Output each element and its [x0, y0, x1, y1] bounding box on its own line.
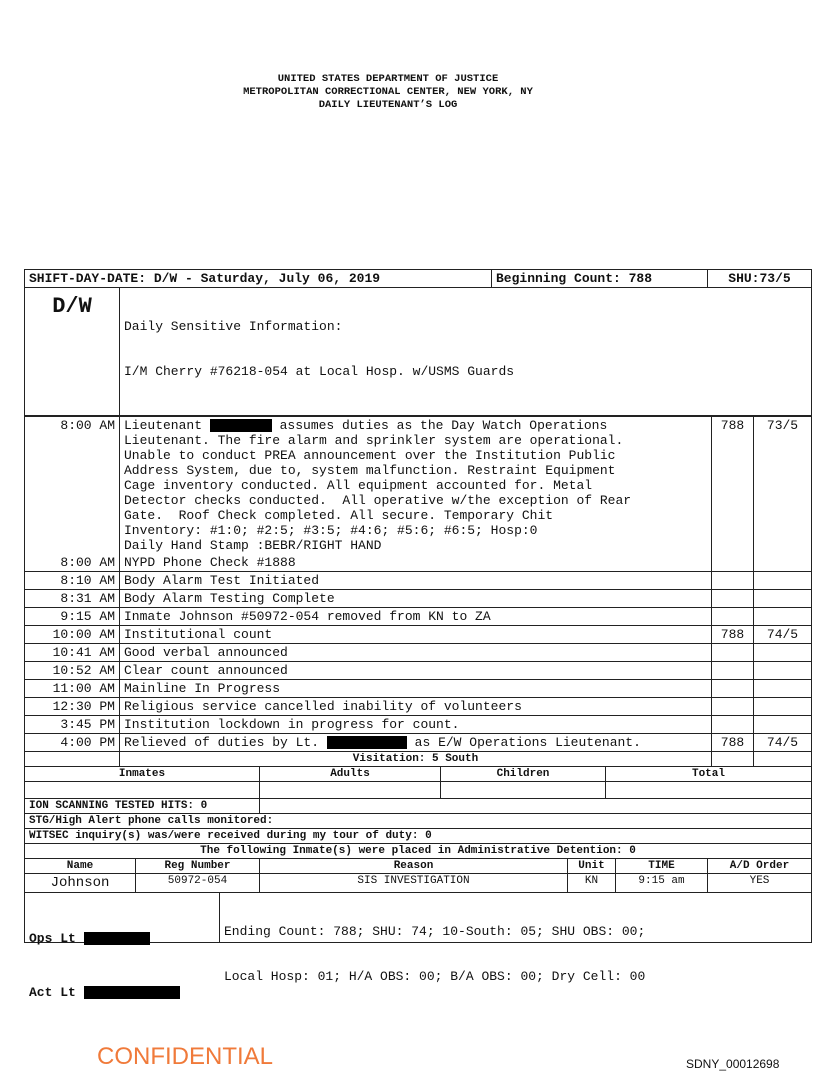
- visitation-shu-spacer: [753, 752, 811, 766]
- redaction-box: [210, 419, 272, 432]
- redaction-box: [84, 932, 150, 945]
- entry-time: 10:41 AM: [52, 645, 115, 660]
- stg-calls: STG/High Alert phone calls monitored:: [29, 815, 274, 827]
- entry-time: 8:00 AM: [60, 555, 115, 570]
- log-entry: [25, 679, 811, 697]
- redaction-box: [84, 986, 180, 999]
- confidential-stamp: CONFIDENTIAL: [97, 1043, 274, 1070]
- visitation-values: [25, 781, 811, 798]
- facility-name: METROPOLITAN CORRECTIONAL CENTER, NEW YORK, NY: [243, 86, 533, 98]
- entry-shu: 74/5: [753, 626, 811, 643]
- log-entry: [25, 589, 811, 607]
- entry-count: [711, 698, 753, 715]
- beginning-count: Beginning Count: 788: [491, 270, 707, 287]
- document-header: [0, 73, 776, 112]
- entry-count: [711, 590, 753, 607]
- det-col-time: TIME: [615, 859, 707, 873]
- vis-children-value: [440, 782, 605, 798]
- entry-text: [119, 734, 711, 751]
- entry-time: 12:30 PM: [52, 699, 115, 714]
- det-order: YES: [707, 874, 811, 892]
- entry-count: [711, 662, 753, 679]
- witsec-inquiry: WITSEC inquiry(s) was/were received during my tour of duty: 0: [29, 830, 432, 842]
- entry-text: Institution lockdown in progress for count.: [119, 716, 711, 733]
- sensitive-row: [25, 287, 811, 415]
- entry-count: [711, 680, 753, 697]
- entry-count: [711, 572, 753, 589]
- det-col-reason: Reason: [259, 859, 567, 873]
- sensitive-detail: I/M Cherry #76218-054 at Local Hosp. w/USMS Guards: [124, 364, 515, 379]
- entry-time: 4:00 PM: [60, 735, 115, 750]
- entry-time: 8:10 AM: [60, 573, 115, 588]
- entry-text: Body Alarm Testing Complete: [119, 590, 711, 607]
- bates-number: SDNY_00012698: [686, 1057, 780, 1071]
- entry-count: [711, 644, 753, 661]
- vis-col-children: Children: [440, 767, 605, 781]
- vis-total-value: [605, 782, 811, 798]
- vis-col-inmates: Inmates: [118, 768, 166, 780]
- entry-time: 8:31 AM: [60, 591, 115, 606]
- entry-time: 10:52 AM: [52, 663, 115, 678]
- entry-count: 788: [711, 734, 753, 751]
- entry-count: 788: [711, 417, 753, 554]
- log-entry: [25, 697, 811, 715]
- entry-text: NYPD Phone Check #1888: [119, 554, 711, 571]
- watch-label: D/W: [52, 294, 92, 319]
- sensitive-info: [119, 288, 811, 415]
- det-col-unit: Unit: [567, 859, 615, 873]
- entry-count: [711, 716, 753, 733]
- entry-text: Institutional count: [119, 626, 711, 643]
- entry-text: Good verbal announced: [119, 644, 711, 661]
- redaction-box: [327, 736, 407, 749]
- witsec-row: [25, 828, 811, 843]
- ion-spacer: [259, 799, 811, 813]
- ending-summary: [219, 893, 811, 984]
- log-entry: [25, 715, 811, 733]
- entry-text: Mainline In Progress: [119, 680, 711, 697]
- detention-title-row: [25, 843, 811, 858]
- visitation-count-spacer: [711, 752, 753, 766]
- entry-text-pre: Relieved of duties by Lt.: [124, 735, 320, 750]
- footer-row: [25, 892, 811, 1000]
- ion-row: [25, 798, 811, 813]
- det-reason: SIS INVESTIGATION: [259, 874, 567, 892]
- det-name: Johnson: [50, 875, 110, 891]
- log-title: DAILY LIEUTENANT’S LOG: [318, 99, 458, 111]
- entry-time: 9:15 AM: [60, 609, 115, 624]
- entry-shu: [753, 698, 811, 715]
- daily-log-table: [24, 269, 812, 1000]
- log-entry: [25, 625, 811, 643]
- entry-text: Inmate Johnson #50972-054 removed from KN to ZA: [119, 608, 711, 625]
- agency-name: UNITED STATES DEPARTMENT OF JUSTICE: [277, 73, 499, 85]
- log-entry: [25, 415, 811, 554]
- entry-shu: [753, 590, 811, 607]
- stg-row: [25, 813, 811, 828]
- entry-text-post: as E/W Operations Lieutenant.: [406, 735, 641, 750]
- det-reg: 50972-054: [135, 874, 259, 892]
- act-lt-label: Act Lt: [29, 985, 76, 1000]
- entry-count: 788: [711, 626, 753, 643]
- ion-scanning: ION SCANNING TESTED HITS: 0: [29, 800, 208, 812]
- ops-lt-label: Ops Lt: [29, 931, 76, 946]
- entry-shu: [753, 608, 811, 625]
- vis-adults-value: [259, 782, 440, 798]
- entry-shu: 73/5: [753, 417, 811, 554]
- entry-shu: [753, 644, 811, 661]
- entry-time: 10:00 AM: [52, 627, 115, 642]
- shift-day-date: SHIFT-DAY-DATE: D/W - Saturday, July 06, 2019: [29, 271, 381, 286]
- detention-header: [25, 858, 811, 873]
- detention-data-row: [25, 873, 811, 892]
- shu-count: SHU:73/5: [707, 270, 811, 287]
- log-entry: [25, 554, 811, 571]
- entry-time: 3:45 PM: [60, 717, 115, 732]
- lieutenant-signatures: [25, 893, 219, 1000]
- vis-col-adults: Adults: [259, 767, 440, 781]
- visitation-header: [25, 766, 811, 781]
- visitation-title: Visitation: 5 South: [119, 752, 711, 766]
- entry-shu: [753, 554, 811, 571]
- log-entry: [25, 661, 811, 679]
- entry-text-pre: Lieutenant: [124, 418, 203, 433]
- det-col-name: Name: [66, 860, 94, 872]
- entry-text: [119, 417, 711, 554]
- entry-shu: [753, 716, 811, 733]
- det-col-order: A/D Order: [707, 859, 811, 873]
- log-entry: [25, 607, 811, 625]
- log-entry: [25, 643, 811, 661]
- entry-count: [711, 554, 753, 571]
- entry-count: [711, 608, 753, 625]
- sensitive-heading: Daily Sensitive Information:: [124, 319, 343, 334]
- visitation-row: [25, 751, 811, 766]
- entry-shu: [753, 662, 811, 679]
- vis-col-total: Total: [605, 767, 811, 781]
- det-col-reg: Reg Number: [135, 859, 259, 873]
- entry-text: Body Alarm Test Initiated: [119, 572, 711, 589]
- log-entry: [25, 733, 811, 751]
- entry-text: Religious service cancelled inability of volunteers: [119, 698, 711, 715]
- entry-text-post: assumes duties as the Day Watch Operations: [271, 418, 608, 433]
- log-entry: [25, 571, 811, 589]
- det-time: 9:15 am: [615, 874, 707, 892]
- entry-shu: 74/5: [753, 734, 811, 751]
- ending-line-1: Ending Count: 788; SHU: 74; 10-South: 05; SHU OBS: 00;: [224, 924, 646, 939]
- visitation-spacer: [25, 752, 119, 766]
- entry-shu: [753, 572, 811, 589]
- entry-text: Clear count announced: [119, 662, 711, 679]
- entry-time: 8:00 AM: [60, 418, 115, 433]
- shift-row: [25, 270, 811, 287]
- det-unit: KN: [567, 874, 615, 892]
- vis-inmates-value: [25, 782, 259, 798]
- entry-time: 11:00 AM: [52, 681, 115, 696]
- detention-title: The following Inmate(s) were placed in Administrative Detention: 0: [200, 845, 636, 857]
- entry-shu: [753, 680, 811, 697]
- ending-line-2: Local Hosp: 01; H/A OBS: 00; B/A OBS: 00; Dry Cell: 00: [224, 969, 646, 984]
- entry-text-rest: Lieutenant. The fire alarm and sprinkler system are operational. Unable to conduct PREA announcement over the Institution Public Address System, due to, system malfunction. Restraint Equipment Cage inventory conducted. All equipment accounted for. Metal Detector checks conducted. All operative w/the exception of Rear Gate. Roof Check completed. All secure. Temporary Chit Inventory: #1:0; #2:5; #3:5; #4:6; #5:6; #6:5; Hosp:0 Daily Hand Stamp :BEBR/RIGHT HAND: [124, 433, 632, 553]
